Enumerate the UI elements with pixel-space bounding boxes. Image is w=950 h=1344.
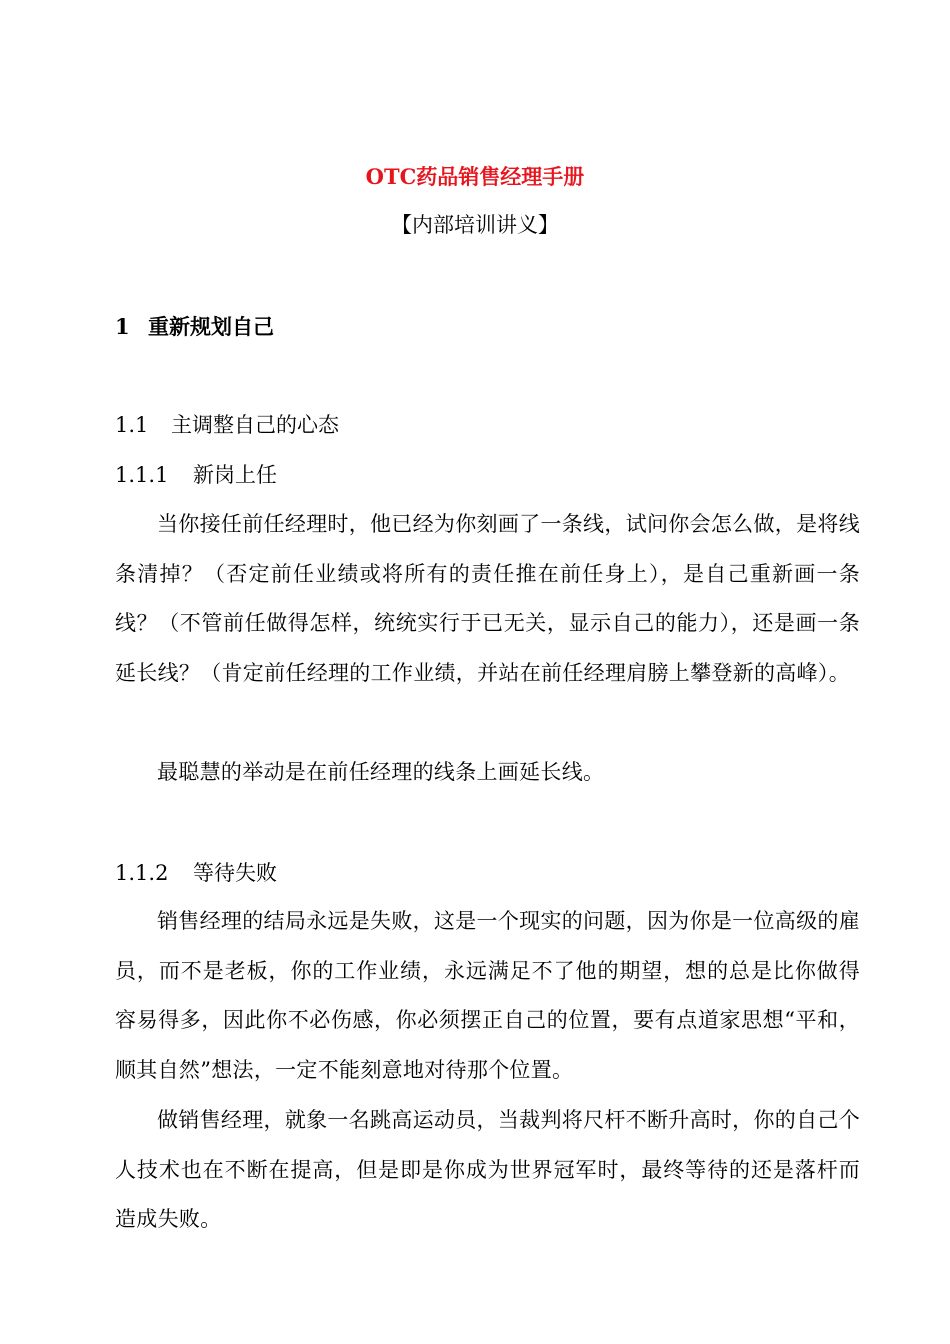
section-title: 新岗上任	[193, 463, 277, 487]
paragraph: 做销售经理，就象一名跳高运动员，当裁判将尺杆不断升高时，你的自己个人技术也在不断在提高，但是即是你成为世界冠军时，最终等待的还是落杆而造成失败。	[115, 1108, 860, 1232]
document-subtitle: 【内部培训讲义】	[391, 213, 559, 237]
section-heading-1-1-2	[115, 856, 277, 890]
paragraph: 最聪慧的举动是在前任经理的线条上画延长线。	[157, 760, 605, 784]
section-title: 主调整自己的心态	[171, 413, 339, 437]
section-number: 1	[115, 314, 130, 339]
section-heading-1-1-1	[115, 458, 277, 492]
section-heading-1	[115, 310, 274, 344]
section-number: 1.1	[115, 413, 149, 437]
document-title: OTC药品销售经理手册	[365, 164, 585, 189]
section-title: 重新规划自己	[148, 314, 274, 339]
paragraph: 销售经理的结局永远是失败，这是一个现实的问题，因为你是一位高级的雇员，而不是老板，你的工作业绩，永远满足不了他的期望，想的总是比你做得容易得多，因此你不必伤感，你必须摆正自己的位置，要有点道家思想“平和，顺其自然”想法，一定不能刻意地对待那个位置。	[115, 909, 860, 1082]
section-number: 1.1.2	[115, 861, 169, 885]
section-title: 等待失败	[193, 861, 277, 885]
section-heading-1-1	[115, 408, 339, 442]
paragraph: 当你接任前任经理时，他已经为你刻画了一条线，试问你会怎么做，是将线条清掉？（否定前任业绩或将所有的责任推在前任身上），是自己重新画一条线？（不管前任做得怎样，统统实行于已无关，显示自己的能力），还是画一条延长线？（肯定前任经理的工作业绩，并站在前任经理肩膀上攀登新的高峰）。	[115, 512, 860, 685]
section-number: 1.1.1	[115, 463, 169, 487]
